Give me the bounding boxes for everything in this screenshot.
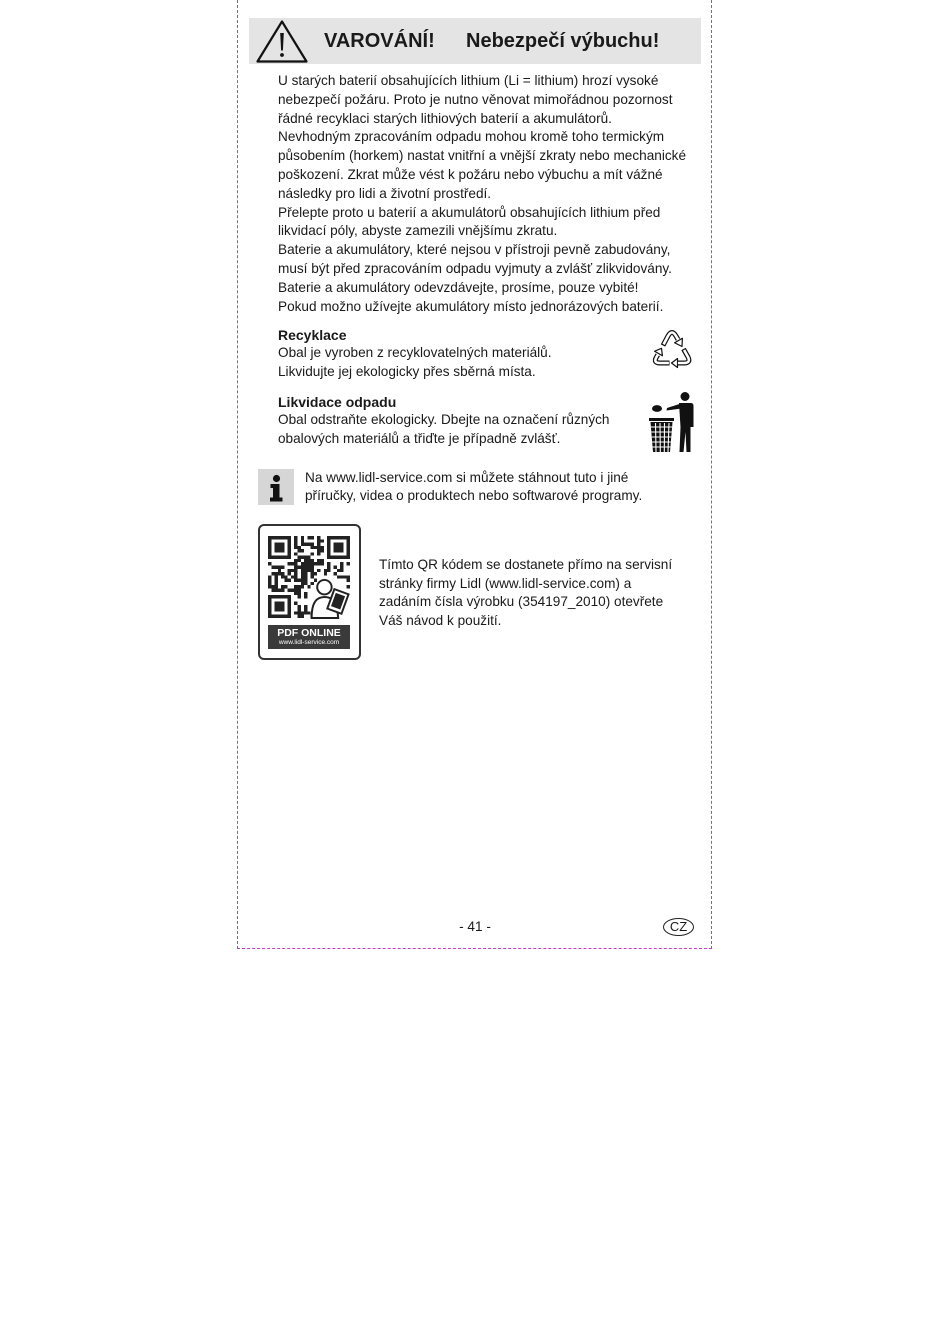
disposal-text-line: obalových materiálů a třiďte je případně zvlášť. xyxy=(278,431,561,447)
info-icon xyxy=(258,469,294,505)
trash-paper xyxy=(652,405,662,412)
pdf-online-bar xyxy=(268,625,350,649)
pdf-online-url: www.lidl-service.com xyxy=(278,639,340,646)
warning-text-line: Baterie a akumulátory, které nejsou v přístroji pevně zabudovány, xyxy=(278,242,671,258)
qr-text-line: stránky firmy Lidl (www.lidl-service.com) a xyxy=(379,575,632,591)
warning-text-line: nebezpečí požáru. Proto je nutno věnovat mimořádnou pozornost xyxy=(278,91,673,107)
warning-text-line: likvidací póly, abyste zamezili vnějšímu zkratu. xyxy=(278,223,558,239)
person-head xyxy=(317,580,331,594)
warning-exclamation-stem xyxy=(280,33,284,51)
warning-text-line: řádné recyklaci starých lithiových baterií a akumulátorů. xyxy=(278,110,612,126)
warning-triangle-icon xyxy=(255,19,309,64)
info-text-line: Na www.lidl-service.com si můžete stáhnout tuto i jiné xyxy=(305,470,629,485)
qr-code-icon xyxy=(268,535,350,619)
info-icon-dot xyxy=(273,475,280,482)
recycle-arrow-inner xyxy=(655,333,689,364)
qr-badge xyxy=(258,524,361,660)
disposal-section xyxy=(278,393,609,450)
warning-text-line: Pokud možno užívejte akumulátory místo jednorázových baterií. xyxy=(278,298,664,314)
pdf-online-label: PDF ONLINE xyxy=(277,627,341,639)
qr-description xyxy=(379,556,672,631)
recycling-text-line: Likvidujte jej ekologicky přes sběrná místa. xyxy=(278,364,536,380)
recycling-section xyxy=(278,326,552,383)
trash-bin-icon xyxy=(646,391,696,453)
warning-label: VAROVÁNÍ! xyxy=(324,30,435,52)
warning-exclamation-dot xyxy=(280,53,284,57)
page-number: - 41 - xyxy=(459,919,491,934)
warning-text-line: Nevhodným zpracováním odpadu mohou kromě toho termickým xyxy=(278,129,665,145)
disposal-text-line: Obal odstraňte ekologicky. Dbejte na označení různých xyxy=(278,412,610,428)
warning-title: Nebezpečí výbuchu! xyxy=(466,30,660,52)
info-text xyxy=(305,469,642,505)
warning-text-line: Přelepte proto u baterií a akumulátorů obsahujících lithium před xyxy=(278,204,661,220)
recycling-heading: Recyklace xyxy=(278,326,347,343)
trash-person-body xyxy=(679,403,694,452)
recycle-arrow-outlines xyxy=(655,333,689,364)
qr-text-line: Tímto QR kódem se dostanete přímo na servisní xyxy=(379,557,673,572)
warning-text-line: poškození. Zkrat může vést k požáru nebo výbuchu a mít vážné xyxy=(278,166,663,182)
recycling-text-line: Obal je vyroben z recyklovatelných materiálů. xyxy=(278,345,552,361)
info-text-line: příručky, videa o produktech nebo softwarové programy. xyxy=(305,488,643,504)
trash-person-head xyxy=(681,392,690,401)
country-code-badge: CZ xyxy=(663,918,694,936)
warning-text-line: Baterie a akumulátory odevzdávejte, prosíme, pouze vybité! xyxy=(278,279,639,295)
trash-person-arm xyxy=(667,404,682,411)
qr-text-line: zadáním čísla výrobku (354197_2010) otevřete xyxy=(379,594,664,610)
disposal-heading: Likvidace odpadu xyxy=(278,393,397,410)
warning-text-line: U starých baterií obsahujících lithium (Li = lithium) hrozí vysoké xyxy=(278,73,659,88)
qr-text-line: Váš návod k použití. xyxy=(379,613,502,629)
warning-text-line: následky pro lidi a životní prostředí. xyxy=(278,185,492,201)
warning-text-line: působením (horkem) nastat vnitřní a vnější zkraty nebo mechanické xyxy=(278,148,687,164)
warning-text-line: musí být před zpracováním odpadu vyjmuty a zvlášť zlikvidovány. xyxy=(278,260,672,276)
trash-bin-rim xyxy=(649,418,674,421)
recycle-icon xyxy=(648,323,696,371)
warning-body xyxy=(278,72,686,316)
